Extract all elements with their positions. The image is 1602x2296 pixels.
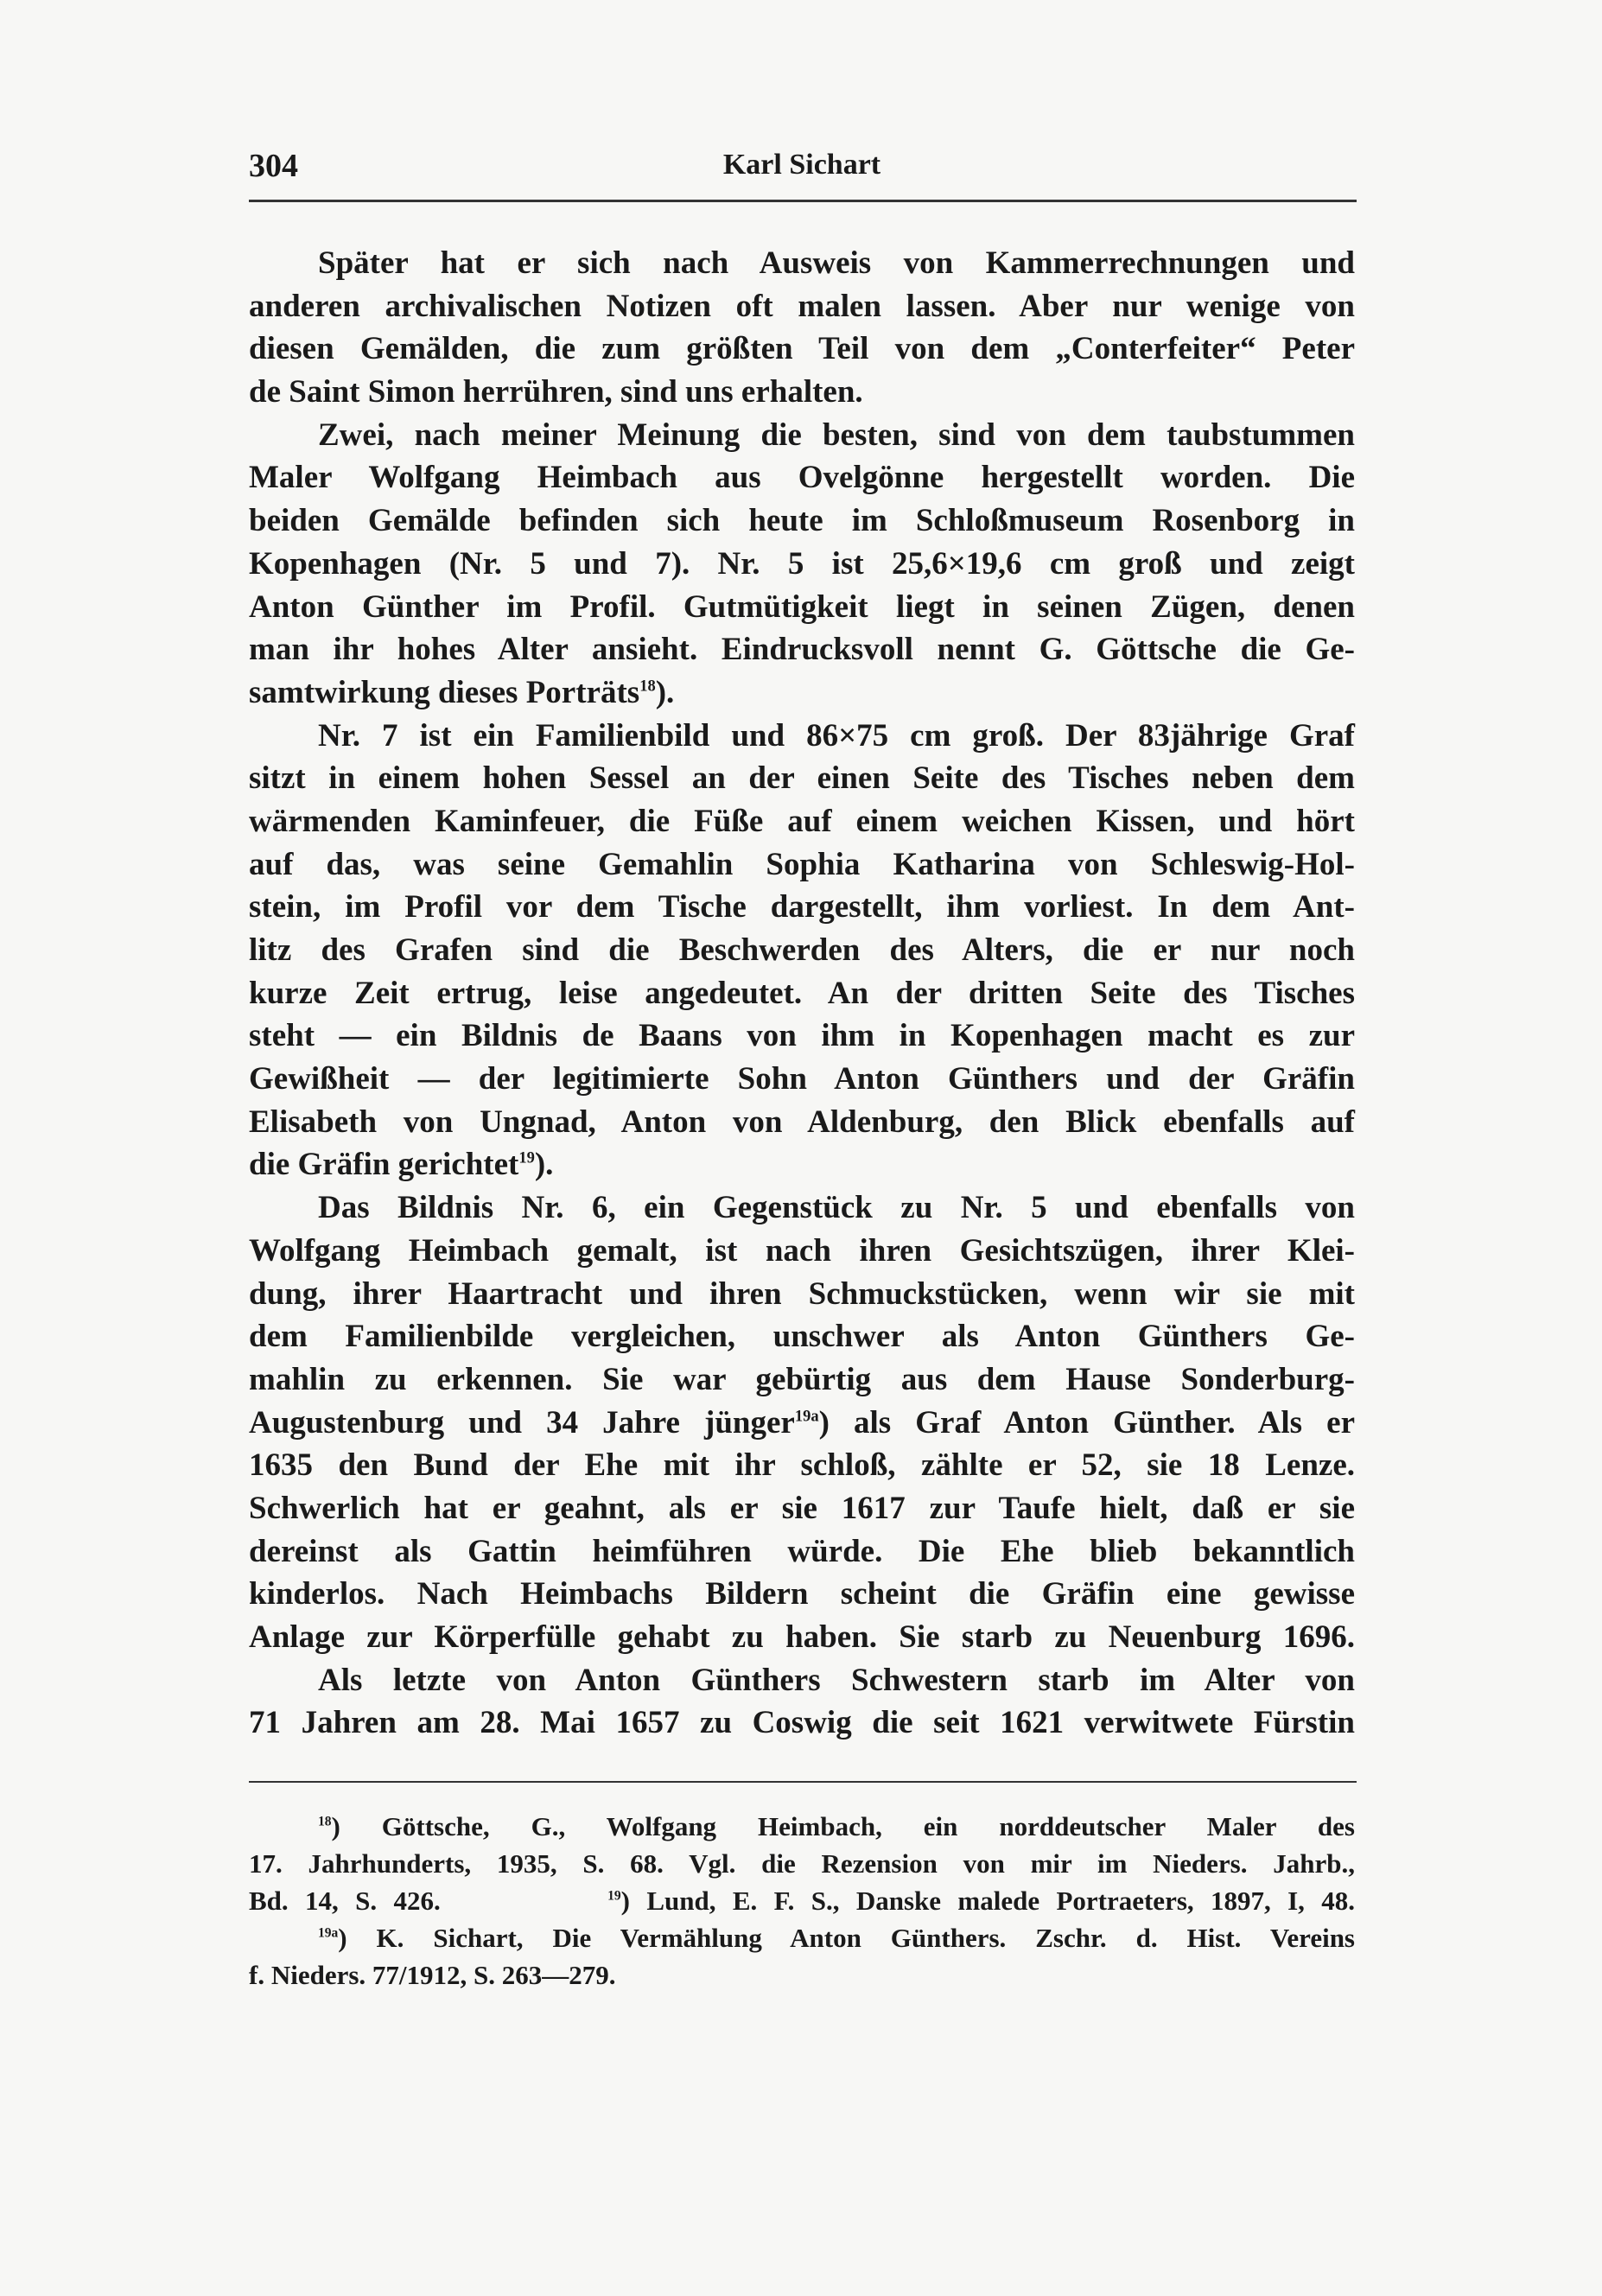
body-text: [249, 242, 1355, 1745]
line-text: 1635 den Bund der Ehe mit ihr schloß, zählte er 52, sie 18 Lenze.: [249, 1447, 1355, 1484]
text-line: [249, 972, 1355, 1015]
footnote-text: ) Göttsche, G., Wolfgang Heimbach, ein norddeutscher Maler des: [331, 1811, 1355, 1841]
line-text: dem Familienbilde vergleichen, unschwer als Anton Günthers Ge-: [249, 1319, 1355, 1355]
line-text: man ihr hohes Alter ansieht. Eindrucksvoll nennt G. Göttsche die Ge-: [249, 632, 1355, 668]
text-line: [249, 800, 1355, 843]
text-line: [249, 499, 1355, 543]
footnote-line: [249, 1808, 1355, 1845]
page-number: 304: [249, 148, 298, 184]
line-text: Augustenburg und 34 Jahre jünger: [249, 1404, 795, 1441]
line-text: Nr. 7 ist ein Familienbild und 86×75 cm groß. Der 83jährige Graf: [318, 717, 1355, 754]
text-line: [249, 843, 1355, 887]
line-text: sitzt in einem hohen Sessel an der einen Seite des Tisches neben dem: [249, 760, 1355, 797]
text-line: [249, 586, 1355, 629]
footnote-line: [249, 1845, 1355, 1882]
text-line: [249, 628, 1355, 671]
line-text: Gewißheit — der legitimierte Sohn Anton Günthers und der Gräfin: [249, 1061, 1355, 1097]
line-text: die Gräfin gerichtet: [249, 1147, 519, 1183]
text-line: [249, 1273, 1355, 1316]
footnote-line: [249, 1956, 1355, 1994]
line-text: 71 Jahren am 28. Mai 1657 zu Coswig die seit 1621 verwitwete Fürstin: [249, 1705, 1355, 1741]
line-text: ).: [534, 1147, 554, 1183]
text-line: [249, 671, 1355, 715]
line-text: Elisabeth von Ungnad, Anton von Aldenburg, den Blick ebenfalls auf: [249, 1103, 1355, 1140]
line-text: Anton Günther im Profil. Gutmütigkeit liegt in seinen Zügen, denen: [249, 588, 1355, 625]
text-line: [249, 929, 1355, 972]
line-text: ).: [655, 674, 675, 710]
footnotes: [249, 1808, 1355, 1994]
line-text: ) als Graf Anton Günther. Als er: [818, 1404, 1355, 1441]
text-line: [249, 1402, 1355, 1445]
line-text: steht — ein Bildnis de Baans von ihm in Kopenhagen macht es zur: [249, 1018, 1355, 1054]
footnote-ref: 18: [639, 677, 656, 696]
line-text: auf das, was seine Gemahlin Sophia Katharina von Schleswig-Hol-: [249, 846, 1355, 882]
line-text: Zwei, nach meiner Meinung die besten, sind von dem taubstummen: [318, 417, 1355, 453]
footnote-number: 19: [607, 1888, 621, 1904]
footnote-number: 19a: [318, 1925, 339, 1941]
line-text: Als letzte von Anton Günthers Schwestern starb im Alter von: [318, 1662, 1355, 1698]
text-line: [249, 371, 1355, 414]
footnote-ref: 19: [518, 1150, 535, 1168]
footnote-rule: [249, 1781, 1357, 1783]
line-text: de Saint Simon herrühren, sind uns erhalten.: [249, 374, 863, 410]
footnote-line: [249, 1919, 1355, 1956]
line-text: samtwirkung dieses Porträts: [249, 674, 640, 710]
line-text: kurze Zeit ertrug, leise angedeutet. An der dritten Seite des Tisches: [249, 975, 1355, 1011]
footnote-text: ) K. Sichart, Die Vermählung Anton Günthers. Zschr. d. Hist. Vereins: [338, 1923, 1355, 1953]
line-text: wärmenden Kaminfeuer, die Füße auf einem weichen Kissen, und hört: [249, 803, 1355, 839]
text-line: [249, 414, 1355, 457]
line-text: beiden Gemälde befinden sich heute im Schloßmuseum Rosenborg in: [249, 503, 1355, 539]
footnote-text: 17. Jahrhunderts, 1935, S. 68. Vgl. die Rezension von mir im Nieders. Jahrb.,: [249, 1848, 1355, 1879]
line-text: stein, im Profil vor dem Tische dargestellt, ihm vorliest. In dem Ant-: [249, 889, 1355, 925]
line-text: litz des Grafen sind die Beschwerden des Alters, die er nur noch: [249, 932, 1355, 968]
footnote-text: ) Lund, E. F. S., Danske malede Portraeters, 1897, I, 48.: [620, 1886, 1355, 1916]
text-line: [249, 456, 1355, 499]
text-line: [249, 1701, 1355, 1745]
line-text: Kopenhagen (Nr. 5 und 7). Nr. 5 ist 25,6×19,6 cm groß und zeigt: [249, 545, 1355, 582]
text-line: [249, 1659, 1355, 1702]
line-text: mahlin zu erkennen. Sie war gebürtig aus dem Hause Sonderburg-: [249, 1361, 1355, 1397]
footnote-text: f. Nieders. 77/1912, S. 263—279.: [249, 1960, 616, 1990]
running-head: Karl Sichart: [722, 149, 881, 181]
page-header: [249, 147, 1355, 190]
footnote-line: [249, 1882, 1355, 1919]
text-line: [249, 1487, 1355, 1530]
text-line: [249, 1101, 1355, 1144]
text-line: [249, 1315, 1355, 1358]
line-text: Das Bildnis Nr. 6, ein Gegenstück zu Nr. 5 und ebenfalls von: [318, 1190, 1355, 1226]
text-line: [249, 1530, 1355, 1574]
text-line: [249, 285, 1355, 328]
text-line: [249, 1616, 1355, 1659]
footnote-text: Bd. 14, S. 426.: [249, 1886, 608, 1916]
line-text: diesen Gemälden, die zum größten Teil von dem „Conterfeiter“ Peter: [249, 331, 1355, 367]
text-line: [249, 1358, 1355, 1402]
text-line: [249, 1230, 1355, 1273]
text-line: [249, 886, 1355, 929]
line-text: Wolfgang Heimbach gemalt, ist nach ihren Gesichtszügen, ihrer Klei-: [249, 1232, 1355, 1269]
footnote-number: 18: [318, 1814, 332, 1829]
header-rule: [249, 200, 1357, 202]
line-text: Anlage zur Körperfülle gehabt zu haben. Sie starb zu Neuenburg 1696.: [249, 1619, 1355, 1655]
line-text: Maler Wolfgang Heimbach aus Ovelgönne hergestellt worden. Die: [249, 460, 1355, 496]
line-text: dung, ihrer Haartracht und ihren Schmuckstücken, wenn wir sie mit: [249, 1275, 1355, 1312]
text-line: [249, 1143, 1355, 1186]
line-text: Schwerlich hat er geahnt, als er sie 1617 zur Taufe hielt, daß er sie: [249, 1490, 1355, 1526]
line-text: Später hat er sich nach Ausweis von Kammerrechnungen und: [318, 245, 1355, 281]
text-line: [249, 1014, 1355, 1058]
footnote-ref: 19a: [794, 1408, 819, 1426]
line-text: kinderlos. Nach Heimbachs Bildern scheint die Gräfin eine gewisse: [249, 1576, 1355, 1612]
text-line: [249, 543, 1355, 586]
line-text: dereinst als Gattin heimführen würde. Die Ehe blieb bekanntlich: [249, 1533, 1355, 1569]
text-line: [249, 1444, 1355, 1487]
text-line: [249, 328, 1355, 371]
text-line: [249, 1186, 1355, 1230]
text-line: [249, 242, 1355, 285]
line-text: anderen archivalischen Notizen oft malen lassen. Aber nur wenige von: [249, 288, 1355, 324]
text-line: [249, 1058, 1355, 1101]
text-line: [249, 757, 1355, 800]
text-line: [249, 1573, 1355, 1616]
text-line: [249, 715, 1355, 758]
